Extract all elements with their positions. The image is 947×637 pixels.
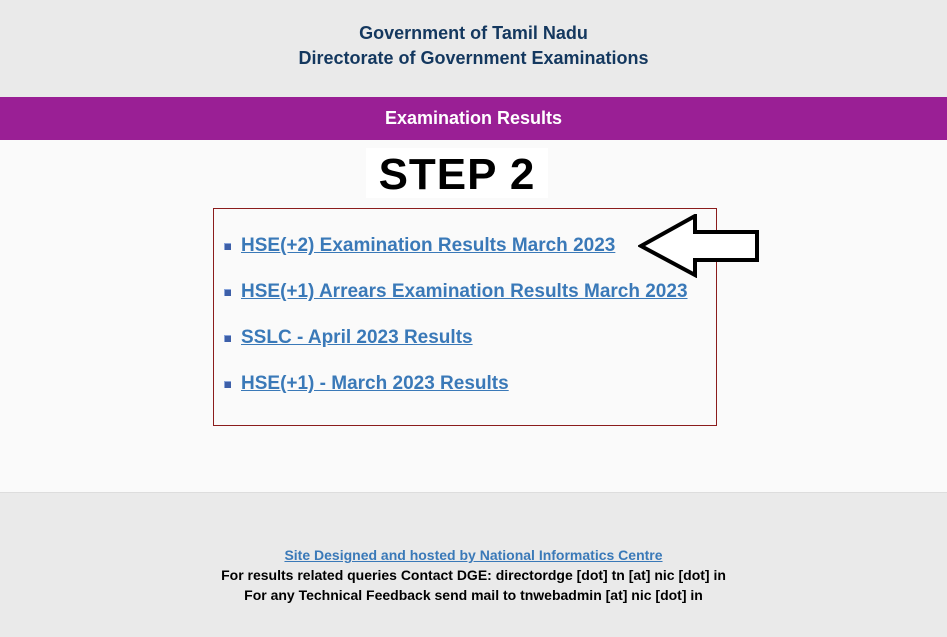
hse-plus2-results-link[interactable]: HSE(+2) Examination Results March 2023: [241, 235, 616, 256]
site-header: [0, 0, 947, 97]
site-footer: [0, 492, 947, 637]
square-bullet-icon: [224, 335, 231, 342]
results-contact-text: For results related queries Contact DGE: directordge [dot] tn [at] nic [dot] in: [221, 567, 726, 583]
sslc-results-link[interactable]: SSLC - April 2023 Results: [241, 327, 473, 348]
hse-plus1-arrears-results-link[interactable]: HSE(+1) Arrears Examination Results March 2023: [241, 281, 688, 302]
technical-feedback-text: For any Technical Feedback send mail to tnwebadmin [at] nic [dot] in: [244, 587, 703, 603]
examination-results-banner: Examination Results: [0, 97, 947, 140]
step-label: STEP 2: [366, 148, 548, 198]
square-bullet-icon: [224, 243, 231, 250]
left-arrow-icon: [638, 214, 762, 278]
square-bullet-icon: [224, 289, 231, 296]
header-directorate-title: Directorate of Government Examinations: [298, 48, 649, 68]
header-government-title: Government of Tamil Nadu: [359, 23, 588, 43]
square-bullet-icon: [224, 381, 231, 388]
hse-plus1-results-link[interactable]: HSE(+1) - March 2023 Results: [241, 373, 509, 394]
nic-credit-link[interactable]: Site Designed and hosted by National Informatics Centre: [284, 547, 663, 563]
